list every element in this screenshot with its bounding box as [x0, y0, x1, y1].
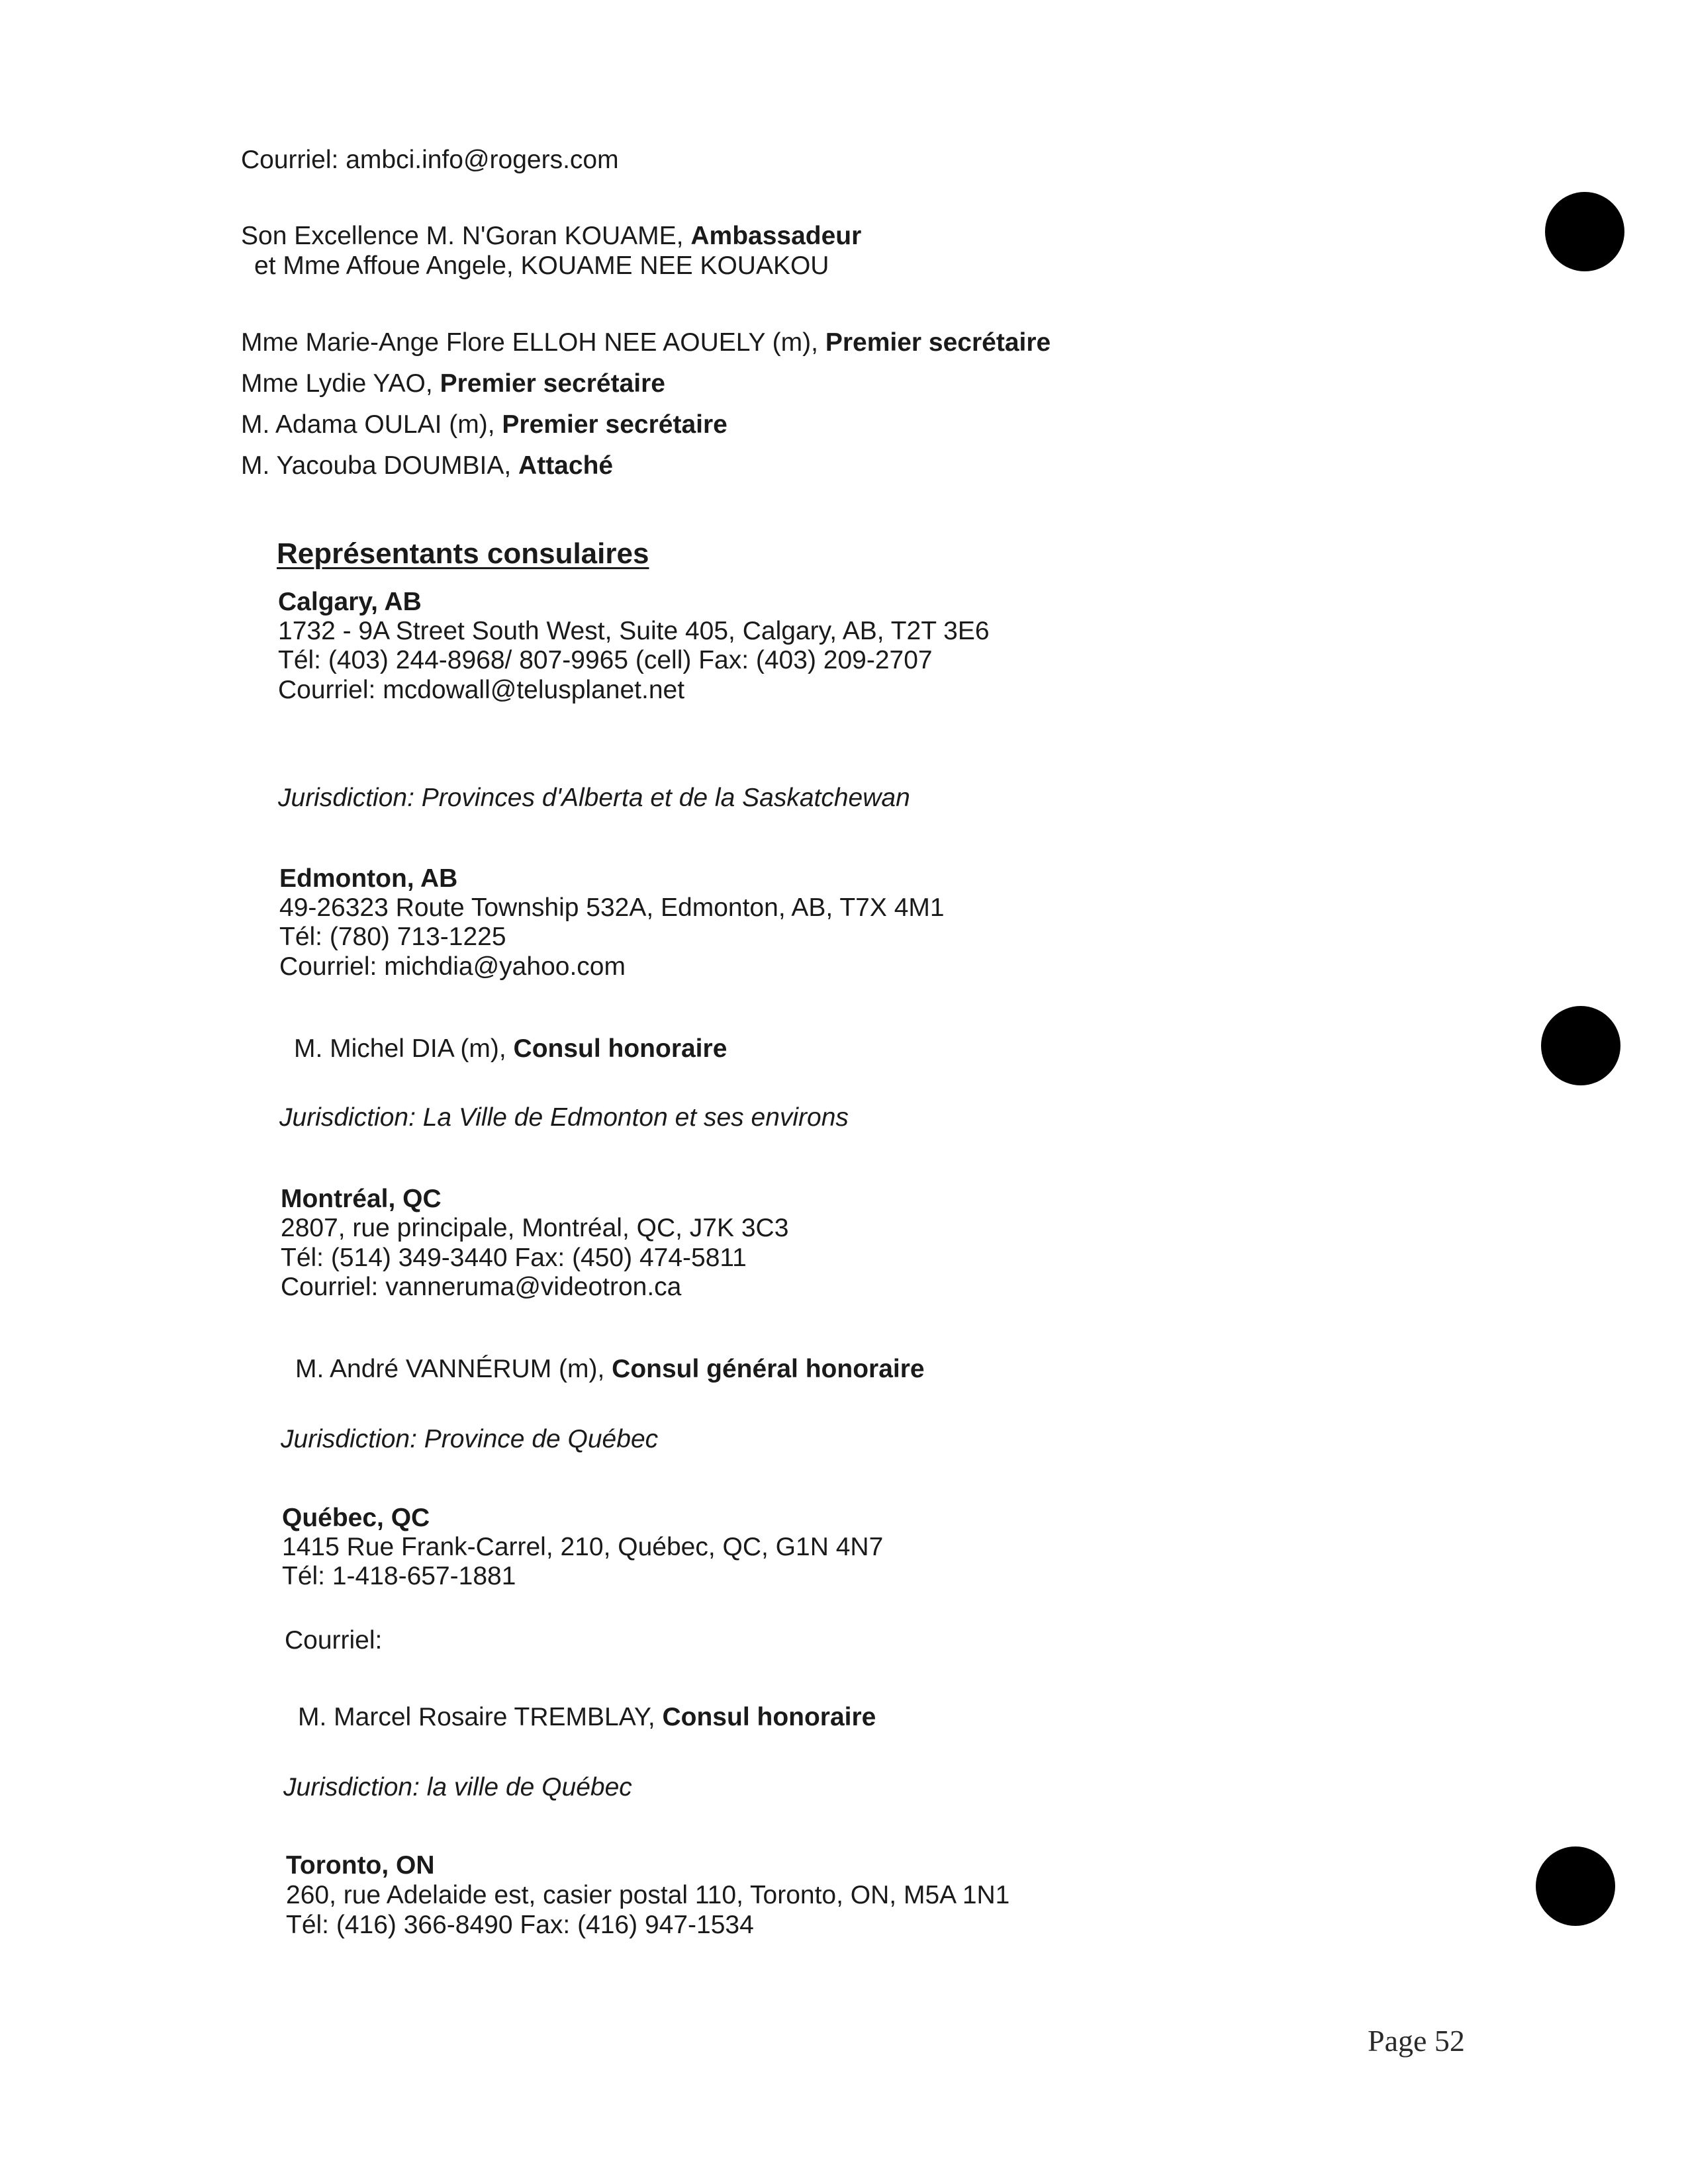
rep-name: M. Marcel Rosaire TREMBLAY,	[298, 1703, 663, 1731]
rep-name: M. André VANNÉRUM (m),	[295, 1355, 612, 1383]
staff-title: Premier secrétaire	[502, 410, 727, 439]
ambassador-name: Son Excellence M. N'Goran KOUAME,	[241, 222, 691, 250]
staff-row	[241, 328, 1051, 358]
ambassador-title: Ambassadeur	[690, 222, 862, 250]
staff-title: Premier secrétaire	[440, 369, 665, 398]
page-number: Page 52	[1368, 2024, 1465, 2058]
ambassador-line	[241, 221, 861, 251]
consular-heading: Représentants consulaires	[277, 537, 649, 570]
edmonton-email: Courriel: michdia@yahoo.com	[279, 952, 626, 981]
montreal-city: Montréal, QC	[281, 1185, 442, 1213]
toronto-address: 260, rue Adelaide est, casier postal 110, Toronto, ON, M5A 1N1	[286, 1881, 1010, 1909]
edmonton-city: Edmonton, AB	[279, 864, 458, 893]
staff-name: M. Adama OULAI (m),	[241, 410, 502, 439]
calgary-address: 1732 - 9A Street South West, Suite 405, Calgary, AB, T2T 3E6	[278, 617, 990, 645]
toronto-phone: Tél: (416) 366-8490 Fax: (416) 947-1534	[286, 1911, 754, 1939]
edmonton-address: 49-26323 Route Township 532A, Edmonton, AB, T7X 4M1	[279, 893, 945, 922]
quebec-phone: Tél: 1-418-657-1881	[282, 1562, 516, 1590]
staff-title: Premier secrétaire	[825, 328, 1051, 357]
quebec-email: Courriel:	[285, 1626, 383, 1655]
rep-title: Consul honoraire	[662, 1703, 876, 1731]
rep-title: Consul honoraire	[513, 1034, 727, 1063]
calgary-city: Calgary, AB	[278, 588, 422, 616]
punch-hole	[1536, 1846, 1615, 1926]
montreal-jurisdiction: Jurisdiction: Province de Québec	[281, 1425, 659, 1453]
staff-name: Mme Marie-Ange Flore ELLOH NEE AOUELY (m),	[241, 328, 825, 357]
calgary-email: Courriel: mcdowall@telusplanet.net	[278, 676, 685, 704]
calgary-phone: Tél: (403) 244-8968/ 807-9965 (cell) Fax: (403) 209-2707	[278, 646, 933, 674]
quebec-representative	[298, 1702, 876, 1733]
staff-name: Mme Lydie YAO,	[241, 369, 440, 398]
rep-name: M. Michel DIA (m),	[294, 1034, 514, 1063]
montreal-phone: Tél: (514) 349-3440 Fax: (450) 474-5811	[281, 1244, 747, 1272]
staff-row	[241, 451, 613, 481]
quebec-jurisdiction: Jurisdiction: la ville de Québec	[283, 1773, 632, 1801]
calgary-jurisdiction: Jurisdiction: Provinces d'Alberta et de la Saskatchewan	[278, 784, 910, 812]
montreal-representative	[295, 1354, 925, 1385]
embassy-email: Courriel: ambci.info@rogers.com	[241, 146, 619, 174]
quebec-city: Québec, QC	[282, 1504, 430, 1532]
quebec-address: 1415 Rue Frank-Carrel, 210, Québec, QC, G1N 4N7	[282, 1533, 884, 1561]
montreal-email: Courriel: vanneruma@videotron.ca	[281, 1273, 682, 1301]
punch-hole	[1541, 1006, 1620, 1085]
montreal-address: 2807, rue principale, Montréal, QC, J7K 3C3	[281, 1214, 789, 1242]
ambassador-spouse: et Mme Affoue Angele, KOUAME NEE KOUAKOU	[254, 251, 829, 280]
edmonton-representative	[294, 1034, 727, 1064]
staff-name: M. Yacouba DOUMBIA,	[241, 451, 519, 480]
staff-title: Attaché	[518, 451, 614, 480]
punch-hole	[1545, 192, 1624, 271]
rep-title: Consul général honoraire	[612, 1355, 925, 1383]
toronto-city: Toronto, ON	[286, 1851, 435, 1880]
edmonton-phone: Tél: (780) 713-1225	[279, 923, 506, 951]
edmonton-jurisdiction: Jurisdiction: La Ville de Edmonton et ses environs	[279, 1103, 849, 1132]
staff-row	[241, 369, 665, 399]
staff-row	[241, 410, 727, 440]
